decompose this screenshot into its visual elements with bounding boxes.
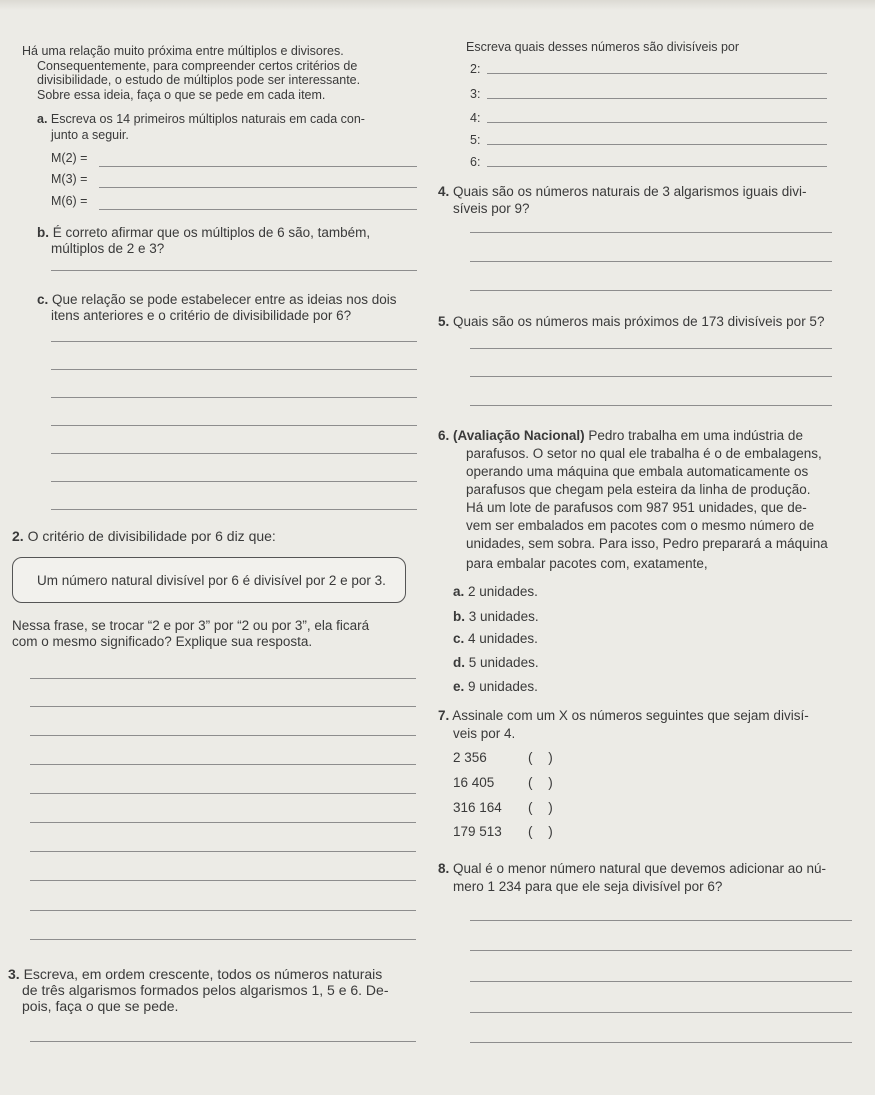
item-marker: 6. bbox=[438, 428, 450, 443]
answer-line[interactable] bbox=[487, 98, 827, 99]
answer-line[interactable] bbox=[470, 920, 852, 921]
q7-line-1: 7. Assinale com um X os números seguintes que sejam divisí- bbox=[438, 708, 809, 723]
divisor-6-label: 6: bbox=[470, 155, 481, 169]
q6-line-8: para embalar pacotes com, exatamente, bbox=[466, 556, 708, 571]
item-marker: b. bbox=[453, 609, 465, 624]
q6-line-1: 6. (Avaliação Nacional) Pedro trabalha em uma indústria de bbox=[438, 428, 803, 443]
set-m3-label: M(3) = bbox=[51, 172, 88, 186]
item-marker: 7. bbox=[438, 708, 450, 723]
right-intro: Escreva quais desses números são divisíveis por bbox=[466, 40, 740, 54]
divisor-3-label: 3: bbox=[470, 87, 481, 101]
q6-line-7: unidades, sem sobra. Para isso, Pedro preparará a máquina bbox=[466, 536, 828, 551]
answer-line[interactable] bbox=[30, 822, 416, 823]
divisor-5-label: 5: bbox=[470, 133, 481, 147]
q1-a-line-2: junto a seguir. bbox=[51, 128, 129, 142]
q7-checkbox[interactable]: ( ) bbox=[528, 824, 559, 839]
item-marker: c. bbox=[37, 292, 49, 307]
q7-checkbox[interactable]: ( ) bbox=[528, 775, 559, 790]
criterion-box-text: Um número natural divisível por 6 é divisível por 2 e por 3. bbox=[37, 573, 386, 588]
q6-line-3: operando uma máquina que embala automaticamente os bbox=[466, 464, 809, 479]
answer-line[interactable] bbox=[30, 793, 416, 794]
q6-option-a[interactable]: a. 2 unidades. bbox=[453, 584, 538, 599]
item-marker: b. bbox=[37, 225, 49, 240]
answer-line[interactable] bbox=[487, 166, 827, 167]
item-marker: a. bbox=[453, 584, 465, 599]
q7-number: 179 513 bbox=[453, 824, 502, 839]
answer-line[interactable] bbox=[51, 341, 417, 342]
q1-intro-line-3: divisibilidade, o estudo de múltiplos pode ser interessante. bbox=[37, 73, 361, 87]
set-m2-label: M(2) = bbox=[51, 151, 88, 165]
q6-option-d[interactable]: d. 5 unidades. bbox=[453, 655, 539, 670]
answer-line[interactable] bbox=[51, 270, 417, 271]
q7-line-2: veis por 4. bbox=[453, 726, 516, 741]
answer-line[interactable] bbox=[470, 348, 832, 349]
divisor-4-label: 4: bbox=[470, 111, 481, 125]
q7-number: 16 405 bbox=[453, 775, 495, 790]
q6-option-b[interactable]: b. 3 unidades. bbox=[453, 609, 539, 624]
answer-line[interactable] bbox=[51, 453, 417, 454]
q1-c-line-2: itens anteriores e o critério de divisibilidade por 6? bbox=[51, 308, 352, 323]
q7-number: 316 164 bbox=[453, 800, 502, 815]
answer-line[interactable] bbox=[51, 481, 417, 482]
q4-line-2: síveis por 9? bbox=[453, 201, 530, 216]
q1-intro-line-2: Consequentemente, para compreender certos critérios de bbox=[37, 59, 358, 73]
q7-checkbox[interactable]: ( ) bbox=[528, 800, 559, 815]
answer-line[interactable] bbox=[470, 376, 832, 377]
q6-line-5: Há um lote de parafusos com 987 951 unidades, que de- bbox=[466, 500, 807, 515]
answer-line[interactable] bbox=[470, 290, 832, 291]
answer-line[interactable] bbox=[30, 910, 416, 911]
q6-option-c[interactable]: c. 4 unidades. bbox=[453, 631, 538, 646]
answer-line[interactable] bbox=[470, 1042, 852, 1043]
q2-text-line-1: Nessa frase, se trocar “2 e por 3” por “2 ou por 3”, ela ficará bbox=[12, 618, 370, 633]
item-marker: 2. bbox=[12, 528, 24, 544]
source-tag: (Avaliação Nacional) bbox=[453, 428, 585, 443]
item-marker: e. bbox=[453, 679, 465, 694]
answer-line[interactable] bbox=[30, 1041, 416, 1042]
q6-option-e[interactable]: e. 9 unidades. bbox=[453, 679, 538, 694]
answer-line[interactable] bbox=[487, 144, 827, 145]
answer-line[interactable] bbox=[470, 950, 852, 951]
q7-checkbox[interactable]: ( ) bbox=[528, 750, 559, 765]
q1-intro-line-1: Há uma relação muito próxima entre múltiplos e divisores. bbox=[22, 44, 344, 58]
answer-line[interactable] bbox=[30, 706, 416, 707]
item-marker: 5. bbox=[438, 314, 450, 329]
answer-line[interactable] bbox=[51, 509, 417, 510]
q6-line-2: parafusos. O setor no qual ele trabalha é o de embalagens, bbox=[466, 446, 822, 461]
answer-line[interactable] bbox=[487, 122, 827, 123]
q2-text-line-2: com o mesmo significado? Explique sua resposta. bbox=[12, 634, 313, 649]
answer-line[interactable] bbox=[51, 369, 417, 370]
answer-line[interactable] bbox=[470, 405, 832, 406]
answer-line[interactable] bbox=[30, 939, 416, 940]
item-marker: 8. bbox=[438, 861, 450, 876]
q1-c-line-1: c. Que relação se pode estabelecer entre as ideias nos dois bbox=[37, 292, 397, 307]
answer-line[interactable] bbox=[30, 678, 416, 679]
answer-line[interactable] bbox=[51, 425, 417, 426]
item-marker: a. bbox=[37, 112, 48, 126]
answer-line[interactable] bbox=[30, 851, 416, 852]
answer-line[interactable] bbox=[99, 209, 417, 210]
page-top-strip bbox=[0, 0, 875, 10]
answer-line[interactable] bbox=[30, 764, 416, 765]
q1-b-line-1: b. É correto afirmar que os múltiplos de 6 são, também, bbox=[37, 225, 371, 240]
answer-line[interactable] bbox=[470, 261, 832, 262]
item-marker: d. bbox=[453, 655, 465, 670]
q7-number: 2 356 bbox=[453, 750, 487, 765]
item-marker: 4. bbox=[438, 184, 450, 199]
answer-line[interactable] bbox=[470, 1012, 852, 1013]
q8-line-2: mero 1 234 para que ele seja divisível por 6? bbox=[453, 879, 723, 894]
divisor-2-label: 2: bbox=[470, 62, 481, 76]
q4-line-1: 4. Quais são os números naturais de 3 algarismos iguais divi- bbox=[438, 184, 807, 199]
answer-line[interactable] bbox=[99, 187, 417, 188]
answer-line[interactable] bbox=[99, 166, 417, 167]
q5-text: 5. Quais são os números mais próximos de 173 divisíveis por 5? bbox=[438, 314, 825, 329]
q1-intro-line-4: Sobre essa ideia, faça o que se pede em cada item. bbox=[37, 88, 326, 102]
answer-line[interactable] bbox=[30, 735, 416, 736]
q3-line-2: de três algarismos formados pelos algarismos 1, 5 e 6. De- bbox=[22, 982, 389, 998]
q1-a-line-1: a. Escreva os 14 primeiros múltiplos naturais em cada con- bbox=[37, 112, 365, 126]
q1-b-line-2: múltiplos de 2 e 3? bbox=[51, 241, 165, 256]
answer-line[interactable] bbox=[470, 232, 832, 233]
answer-line[interactable] bbox=[470, 981, 852, 982]
item-marker: c. bbox=[453, 631, 465, 646]
q8-line-1: 8. Qual é o menor número natural que devemos adicionar ao nú- bbox=[438, 861, 827, 876]
q6-line-4: parafusos que chegam pela esteira da linha de produção. bbox=[466, 482, 811, 497]
item-marker: 3. bbox=[8, 966, 20, 982]
answer-line[interactable] bbox=[51, 397, 417, 398]
q3-line-1: 3. Escreva, em ordem crescente, todos os números naturais bbox=[8, 966, 383, 982]
set-m6-label: M(6) = bbox=[51, 194, 88, 208]
answer-line[interactable] bbox=[487, 73, 827, 74]
q3-line-3: pois, faça o que se pede. bbox=[22, 998, 179, 1014]
q6-line-6: vem ser embalados em pacotes com o mesmo número de bbox=[466, 518, 815, 533]
q2-intro: 2. O critério de divisibilidade por 6 diz que: bbox=[12, 528, 276, 544]
answer-line[interactable] bbox=[30, 880, 416, 881]
